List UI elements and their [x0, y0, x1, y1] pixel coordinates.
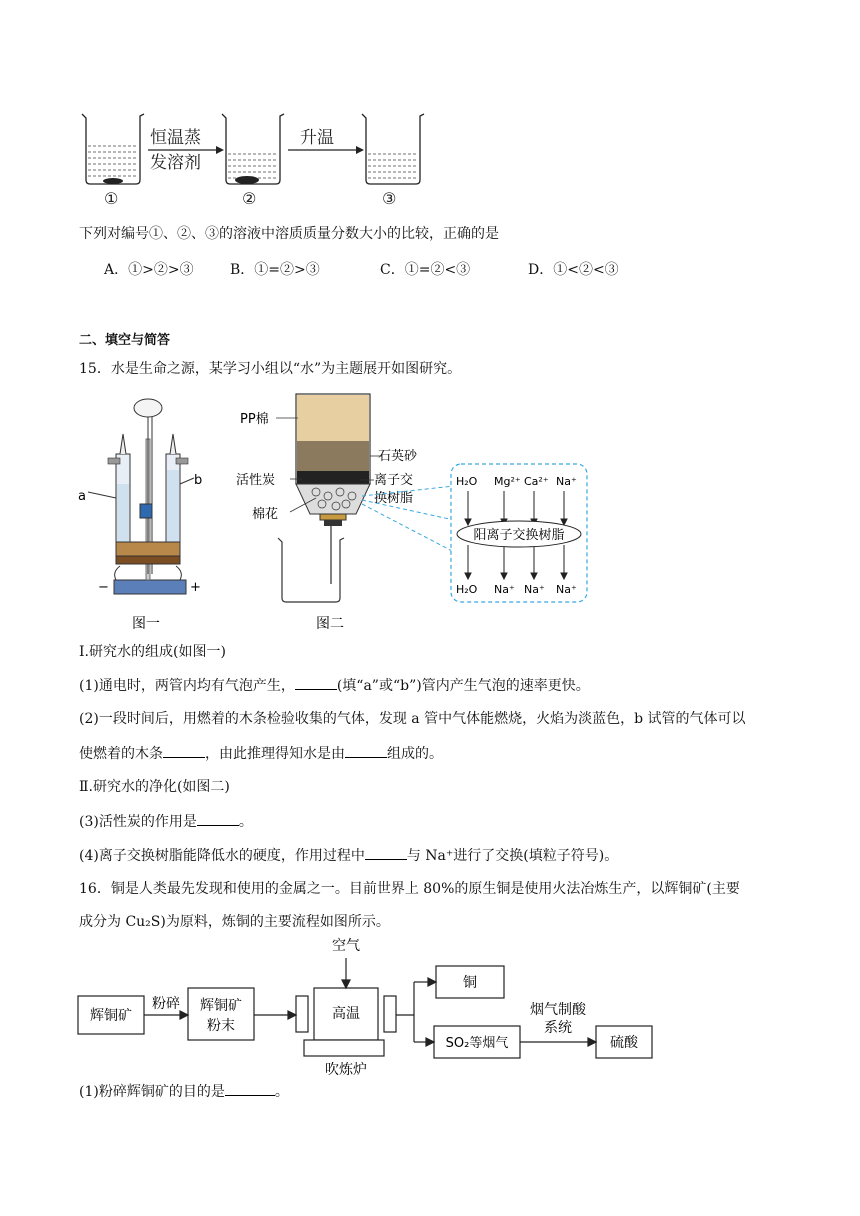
cotton-label: 棉花 [252, 507, 279, 522]
beaker-2 [222, 114, 284, 184]
flow-crush: 粉碎 [152, 996, 180, 1012]
q15-sub-3-text-a: (3)活性炭的作用是 [79, 814, 197, 830]
flow-sulfuric-acid: 硫酸 [610, 1035, 638, 1051]
flow-furnace: 吹炼炉 [325, 1062, 367, 1078]
inset-top-mg: Mg²⁺ [494, 475, 521, 488]
beaker-label-3: ③ [382, 189, 397, 208]
inset-top-h2o: H₂O [456, 475, 478, 488]
resin-label-2: 换树脂 [374, 491, 414, 506]
inset-top-na: Na⁺ [556, 475, 577, 488]
active-carbon-label: 活性炭 [236, 473, 276, 488]
q15-blank-1[interactable] [295, 675, 337, 690]
figure-1-caption: 图一 [132, 616, 160, 632]
q15-part-2-heading: Ⅱ.研究水的净化(如图二) [79, 779, 230, 795]
arrow1-text-2: 发溶剂 [150, 153, 201, 173]
inset-bottom-na-3: Na⁺ [556, 583, 577, 596]
q16-stem-line-1: 16．铜是人类最先发现和使用的金属之一。目前世界上 80%的原生铜是使用火法冶炼生产，以辉铜矿(主要 [79, 881, 740, 897]
q15-sub-1 [79, 675, 590, 696]
q16-sub-1 [79, 1081, 289, 1102]
flow-powder-1: 辉铜矿 [200, 998, 242, 1014]
flow-acid-system-2: 系统 [544, 1020, 572, 1036]
q15-sub-2-text-c: 组成的。 [387, 746, 443, 762]
flow-high-temp: 高温 [332, 1006, 360, 1022]
q15-sub-1-text-a: (1)通电时，两管内均有气泡产生， [79, 678, 295, 694]
q15-sub-1-text-b: (填“a”或“b”)管内产生气泡的速率更快。 [336, 678, 590, 694]
q15-sub-4-text-a: (4)离子交换树脂能降低水的硬度，作用过程中 [79, 848, 365, 864]
q16-stem-line-2: 成分为 Cu₂S)为原料，炼铜的主要流程如图所示。 [79, 914, 390, 930]
q15-part-1-heading: I.研究水的组成(如图一) [79, 644, 226, 660]
q15-sub-2-text-b: ，由此推理得知水是由 [205, 746, 345, 762]
q16-flow-chart [74, 930, 664, 1080]
flow-gas: SO₂等烟气 [445, 1036, 509, 1051]
q15-blank-2[interactable] [163, 743, 205, 758]
q15-sub-2-line-2 [79, 743, 443, 764]
inset-bottom-na-1: Na⁺ [494, 583, 515, 596]
beaker-3 [362, 114, 424, 184]
arrow2-text: 升温 [300, 128, 334, 148]
q15-sub-2-text-a: 使燃着的木条 [79, 746, 163, 762]
inset-callout-lines [360, 480, 460, 560]
q14-option-c[interactable]: C．①=②<③ [380, 262, 471, 278]
beaker-label-1: ① [104, 189, 119, 208]
q15-blank-3[interactable] [345, 743, 387, 758]
arrow1-text-1: 恒温蒸 [150, 128, 201, 148]
q15-blank-5[interactable] [365, 845, 407, 860]
pp-cotton-label: PP棉 [240, 412, 269, 427]
section-title: 二、填空与简答 [79, 333, 171, 348]
flow-copper: 铜 [463, 975, 477, 991]
flow-ore: 辉铜矿 [90, 1008, 132, 1024]
flow-powder-2: 粉末 [207, 1018, 235, 1034]
q14-option-a[interactable]: A．①>②>③ [104, 262, 194, 278]
q15-sub-4 [79, 845, 618, 866]
inset-bottom-h2o: H₂O [456, 583, 478, 596]
inset-center-label: 阳离子交换树脂 [473, 528, 565, 543]
quartz-sand-label: 石英砂 [378, 449, 418, 464]
q15-blank-4[interactable] [197, 811, 239, 826]
beaker-figure [78, 108, 428, 208]
inset-cation-exchange [450, 463, 590, 605]
flow-acid-system-1: 烟气制酸 [530, 1002, 586, 1018]
flow-air: 空气 [332, 938, 360, 954]
q15-sub-3 [79, 811, 253, 832]
electrode-minus: − [98, 580, 109, 595]
q15-sub-3-text-b: 。 [238, 814, 253, 830]
resin-label-1: 离子交 [374, 473, 414, 488]
tube-b-label: b [194, 473, 203, 488]
q15-stem: 15．水是生命之源，某学习小组以“水”为主题展开如图研究。 [79, 361, 462, 377]
q14-stem: 下列对编号①、②、③的溶液中溶质质量分数大小的比较，正确的是 [79, 226, 499, 242]
q16-sub-1-text-b: 。 [274, 1084, 289, 1100]
q15-sub-2-line-1: (2)一段时间后，用燃着的木条检验收集的气体，发现 a 管中气体能燃烧，火焰为淡蓝色，b 试管的气体可以 [79, 711, 746, 727]
beaker-label-2: ② [242, 189, 257, 208]
beaker-1 [82, 114, 144, 184]
q16-blank-1[interactable] [225, 1081, 275, 1096]
tube-a-label: a [78, 489, 86, 504]
inset-bottom-na-2: Na⁺ [524, 583, 545, 596]
q14-option-d[interactable]: D．①<②<③ [528, 262, 619, 278]
q14-option-b[interactable]: B．①=②>③ [230, 262, 320, 278]
inset-top-ca: Ca²⁺ [524, 475, 549, 488]
q15-sub-4-text-b: 与 Na⁺进行了交换(填粒子符号)。 [406, 848, 619, 864]
figure-2-caption: 图二 [316, 616, 344, 632]
electrode-plus: + [190, 580, 201, 595]
figure-1-electrolysis [76, 384, 226, 634]
q16-sub-1-text-a: (1)粉碎辉铜矿的目的是 [79, 1084, 225, 1100]
